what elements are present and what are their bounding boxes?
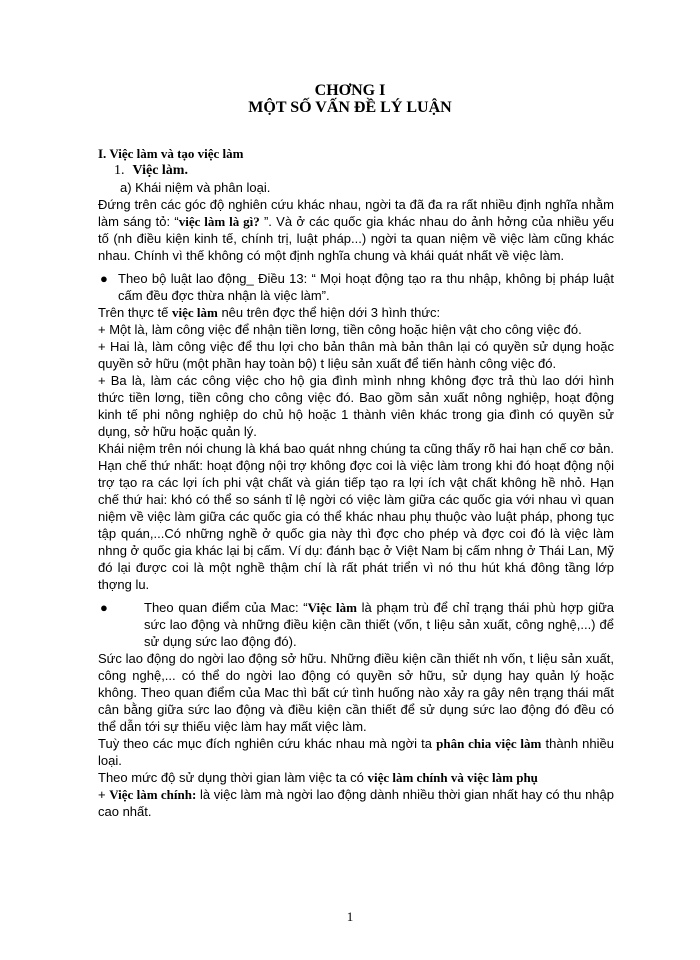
paragraph-labor-power: Sức lao động do ngời lao động sở hữu. Những điều kiện cần thiết nh vốn, t liệu sản xuất, công nghệ,... có thể do ngời lao động có quyền sở hữu, sử dụng hay quản lý hoặc không. Theo quan điểm của Mac thì bất cứ tình huống nào xảy ra gây nên trạng thái mất cân bằng giữa sức lao động và điều kiện cần thiết để sử dụng sức lao động đó đều có thể dẫn tới sự thiếu việc làm hay mất việc làm. [98,651,614,734]
bold-term: việc làm là gì? [178,214,260,229]
form-item-1: + Một là, làm công việc để nhận tiền lơng, tiền công hoặc hiện vật cho công việc đó. [98,322,582,337]
form-item-3: + Ba là, làm các công việc cho hộ gia đình mình nhng không đợc trả thù lao dới hình thức tiền lơng, tiền công cho công việc đó. Bao gồm sản xuất nông nghiệp, hoạt động kinh tế phi nông nghiệp do chủ hộ hoặc 1 thành viên khác trong gia đình có quyền sử dụng, sở hữu hoặc quản lý. [98,373,614,439]
page-number: 1 [346,909,354,924]
form-item-2: + Hai là, làm công việc để thu lợi cho bản thân mà bản thân lại có quyền sử dụng hoặc quyền sở hữu (một phần hay toàn bộ) t liệu sản xuất để tiến hành công việc đó. [98,339,614,371]
section-heading: I. Việc làm và tạo việc làm [98,146,244,161]
bullet-icon: ● [100,600,108,615]
paragraph-limitations: Khái niệm trên nói chung là khá bao quát nhng chúng ta cũng thấy rõ hai hạn chế cơ bản. Hạn chế thứ nhất: hoạt động nội trợ không đợc coi là việc làm trong khi đó hoạt động nội trợ tạo ra các lợi ích phi vật chất và gián tiếp tạo ra lợi ích vật chất không hề nhỏ. Hạn chế thứ hai: khó có thể so sánh tỉ lệ ngời có việc làm giữa các quốc gia với nhau vì quan niệm về việc làm giữa các quốc gia có thể khác nhau phụ thuộc vào luật pháp, phong tục tập quán,...Có những nghề ở quốc gia này thì đợc cho phép và đợc coi đó là việc làm nhng ở quốc gia khác lại bị cấm. Ví dụ: đánh bạc ở Việt Nam bị cấm nhng ở Thái Lan, Mỹ đó lại được coi là một nghề thậm chí là rất phát triển vì nó thu hút khá đông tầng lớp thợng lu. [98,441,614,592]
bullet-marx: ● Theo quan điểm của Mac: “Việc làm là phạm trù để chỉ trạng thái phù hợp giữa sức lao động và những điều kiện cần thiết (vốn, t liệu sản xuất, công nghệ,...) để sử dụng sức lao động đó). [100,600,615,649]
subsection-label: Việc làm. [132,163,188,178]
paragraph-classification: Tuỳ theo các mục đích nghiên cứu khác nhau mà ngời ta phân chia việc làm thành nhiều loại. [98,736,614,768]
paragraph-forms-intro: Trên thực tế việc làm nêu trên đợc thể hiện dới 3 hình thức: [98,305,441,320]
paragraph-main-secondary: Theo mức độ sử dụng thời gian làm việc ta có việc làm chính và việc làm phụ [98,770,538,785]
document-body [98,145,614,820]
bullet-labor-law: ● Theo bộ luật lao động_ Điều 13: “ Mọi hoạt động tạo ra thu nhập, không bị pháp luật cấm đều đợc thừa nhận là việc làm”. [100,271,614,303]
subsection-number: 1. [114,163,125,178]
bullet-icon: ● [100,271,108,286]
paragraph-main-job: + Việc làm chính: là việc làm mà ngời lao động dành nhiều thời gian nhất hay có thu nhập cao nhất. [98,787,614,819]
subsubsection-heading: a) Khái niệm và phân loại. [120,180,271,195]
chapter-heading: CHƠNG I [314,82,386,99]
chapter-title: MỘT SỐ VẤN ĐỀ LÝ LUẬN [248,99,452,116]
paragraph-definition-intro: Đứng trên các góc độ nghiên cứu khác nhau, ngời ta đã đa ra rất nhiều định nghĩa nhằm làm sáng tỏ: “việc làm là gì? ”. Và ở các quốc gia khác nhau do ảnh hởng của nhiều yếu tố (nh điều kiện kinh tế, chính trị, luật pháp...) ngời ta quan niệm về việc làm cũng khác nhau. Chính vì thế không có một định nghĩa chung và khái quát nhất về việc làm. [98,197,614,263]
subsection-heading [114,162,614,179]
